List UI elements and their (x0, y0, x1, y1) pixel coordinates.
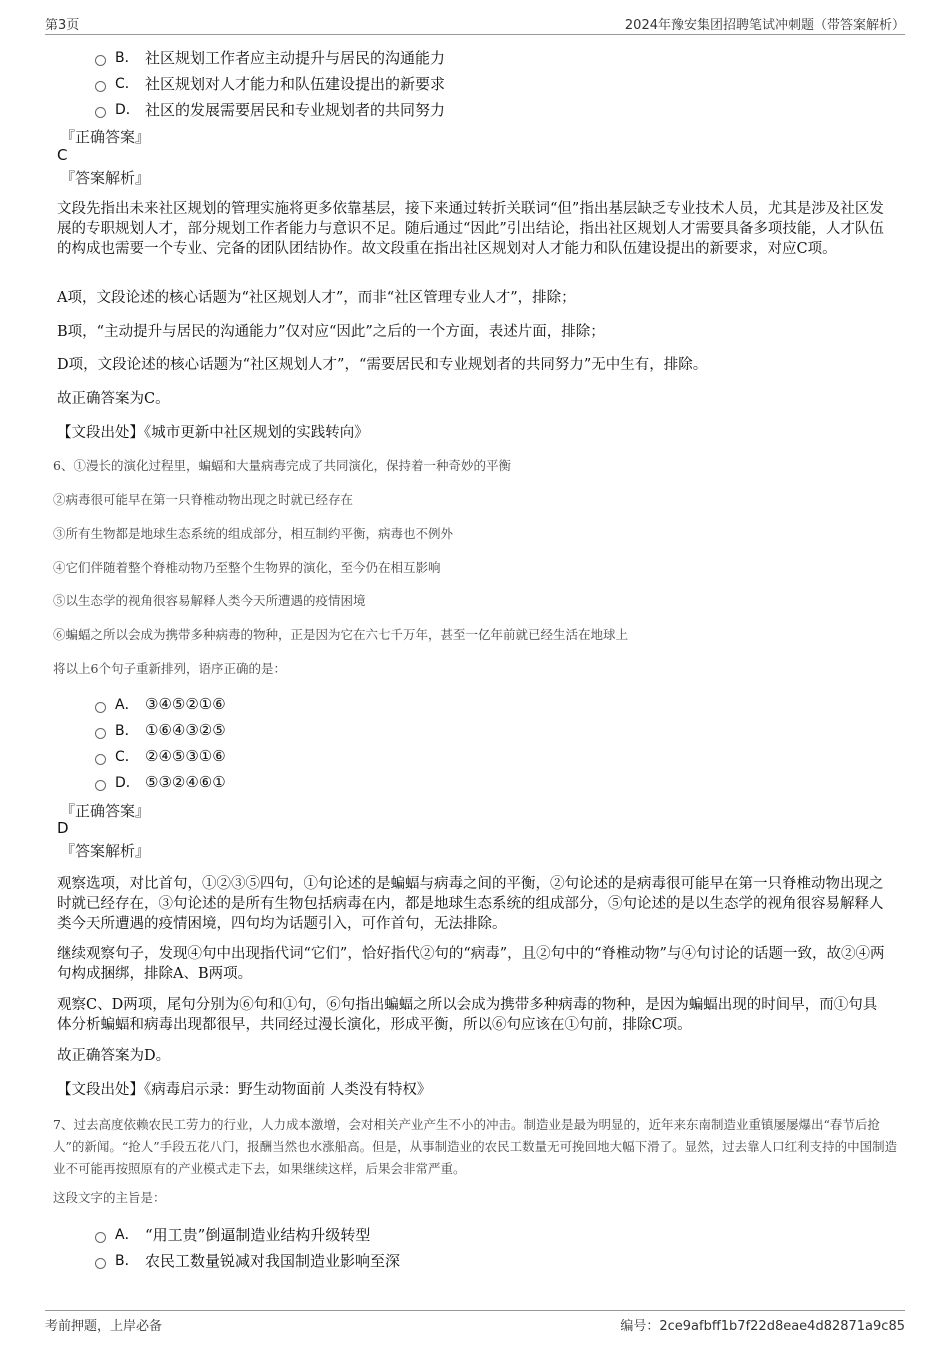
radio-icon[interactable] (95, 728, 106, 739)
q5-analysis-paragraph: B项，“主动提升与居民的沟通能力”仅对应“因此”之后的一个方面，表述片面，排除； (57, 324, 605, 340)
q6-sentence: ②病毒很可能早在第一只脊椎动物出现之时就已经存在 (53, 492, 354, 507)
option-text: ③④⑤②①⑥ (145, 695, 226, 713)
q6-analysis-paragraph: 故正确答案为D。 (57, 1048, 171, 1064)
q6-answer: D (57, 819, 69, 837)
q7-stem: 7、过去高度依赖农民工劳力的行业，人力成本激增，会对相关产业产生不小的冲击。制造业是最为明显的，近年来东南制造业重镇屡屡爆出“春节后抢人”的新闻。“抢人”手段五花八门，报酬当然也水涨船高。但是，从事制造业的农民工数量无可挽回地大幅下滑了。显然，过去靠人口红利支持的中国制造业不可能再按照原有的产业模式走下去，如果继续这样，后果会非常严重。 (53, 1117, 898, 1176)
q6-analysis-paragraph: 观察C、D两项，尾句分别为⑥句和①句，⑥句指出蝙蝠之所以会成为携带多种病毒的物种，是因为蝙蝠出现的时间早，而①句具体分析蝙蝠和病毒出现都很早，共同经过漫长演化，形成平衡，所以⑥句应该在①句前，排除C项。 (57, 997, 878, 1033)
option-letter: B． (115, 723, 139, 739)
radio-icon[interactable] (95, 702, 106, 713)
radio-icon[interactable] (95, 81, 106, 92)
q6-sentence: ③所有生物都是地球生态系统的组成部分，相互制约平衡，病毒也不例外 (53, 526, 454, 541)
q5-answer: C (57, 146, 68, 164)
radio-icon[interactable] (95, 55, 106, 66)
q6-source: 【文段出处】《病毒启示录：野生动物面前 人类没有特权》 (57, 1082, 432, 1098)
q6-prompt: 将以上6个句子重新排列，语序正确的是： (53, 661, 286, 676)
option-letter: D． (115, 775, 140, 791)
q5-analysis-paragraph: D项，文段论述的核心话题为“社区规划人才”，“需要居民和专业规划者的共同努力”无中生有，排除。 (57, 357, 708, 373)
q6-sentence: ⑤以生态学的视角很容易解释人类今天所遭遇的疫情困境 (53, 593, 366, 608)
option-letter: C． (115, 749, 139, 765)
q5-analysis-paragraph: A项，文段论述的核心话题为“社区规划人才”，而非“社区管理专业人才”，排除； (57, 290, 576, 306)
footer-slogan: 考前押题，上岸必备 (45, 1319, 163, 1334)
option-text: 社区规划对人才能力和队伍建设提出的新要求 (145, 74, 446, 93)
q6-sentence: ⑥蝙蝠之所以会成为携带多种病毒的物种，正是因为它在六七千万年，甚至一亿年前就已经生活在地球上 (53, 627, 629, 642)
option-text: ⑤③②④⑥① (145, 773, 226, 791)
option-letter: A． (115, 1227, 139, 1243)
q7-prompt: 这段文字的主旨是： (53, 1190, 166, 1205)
q6-answer-tag: 『正确答案』 (60, 802, 151, 820)
option-text: ②④⑤③①⑥ (145, 747, 226, 765)
option-text: 社区规划工作者应主动提升与居民的沟通能力 (145, 48, 446, 67)
page-number: 第3页 (45, 18, 80, 33)
option-text: 社区的发展需要居民和专业规划者的共同努力 (145, 100, 446, 119)
q6-analysis-paragraph: 观察选项，对比首句，①②③⑤四句，①句论述的是蝙蝠与病毒之间的平衡，②句论述的是病毒很可能早在第一只脊椎动物出现之时就已经存在，③句论述的是所有生物包括病毒在内，都是地球生态系统的组成部分，⑤句论述的是以生态学的视角很容易解释人类今天所遭遇的疫情困境，四句均为话题引入，可作首句，无法排除。 (57, 876, 884, 932)
radio-icon[interactable] (95, 754, 106, 765)
option-text: 农民工数量锐减对我国制造业影响至深 (145, 1251, 401, 1270)
q5-analysis-paragraph: 文段先指出未来社区规划的管理实施将更多依靠基层，接下来通过转折关联词“但”指出基层缺乏专业技术人员，尤其是涉及社区发展的专职规划人才，部分规划工作者能力与意识不足。随后通过“因此”引出结论，指出社区规划人才需要具备多项技能，人才队伍的构成也需要一个专业、完备的团队团结协作。故文段重在指出社区规划对人才能力和队伍建设提出的新要求，对应C项。 (57, 201, 884, 257)
q6-analysis-paragraph: 继续观察句子，发现④句中出现指代词“它们”，恰好指代②句的“病毒”，且②句中的“脊椎动物”与④句讨论的话题一致，故②④两句构成捆绑，排除A、B两项。 (57, 946, 885, 982)
radio-icon[interactable] (95, 107, 106, 118)
document-id: 编号：2ce9afbff1b7f22d8eae4d82871a9c85 (620, 1319, 905, 1334)
q5-source: 【文段出处】《城市更新中社区规划的实践转向》 (57, 425, 369, 441)
q5-analysis-tag: 『答案解析』 (60, 169, 151, 187)
q5-option-d[interactable] (95, 98, 445, 120)
option-text: “用工贵”倒逼制造业结构升级转型 (145, 1225, 371, 1244)
q5-option-b[interactable] (95, 46, 445, 68)
q6-sentence: 6、①漫长的演化过程里，蝙蝠和大量病毒完成了共同演化，保持着一种奇妙的平衡 (53, 458, 511, 473)
radio-icon[interactable] (95, 1258, 106, 1269)
q5-option-c[interactable] (95, 72, 445, 94)
radio-icon[interactable] (95, 1232, 106, 1243)
option-letter: A． (115, 697, 139, 713)
q6-option-a[interactable] (95, 693, 226, 715)
document-title: 2024年豫安集团招聘笔试冲刺题（带答案解析） (624, 18, 905, 33)
option-letter: C． (115, 76, 139, 92)
option-letter: D． (115, 102, 140, 118)
page-header (45, 10, 905, 35)
radio-icon[interactable] (95, 780, 106, 791)
option-text: ①⑥④③②⑤ (145, 721, 226, 739)
q7-option-a[interactable] (95, 1223, 370, 1245)
option-letter: B． (115, 1253, 139, 1269)
q7-option-b[interactable] (95, 1249, 400, 1271)
q6-analysis-tag: 『答案解析』 (60, 842, 151, 860)
q5-answer-tag: 『正确答案』 (60, 128, 151, 146)
q6-option-d[interactable] (95, 771, 226, 793)
q6-sentence: ④它们伴随着整个脊椎动物乃至整个生物界的演化，至今仍在相互影响 (53, 560, 441, 575)
q6-option-b[interactable] (95, 719, 226, 741)
q5-analysis-paragraph: 故正确答案为C。 (57, 391, 170, 407)
option-letter: B． (115, 50, 139, 66)
q6-option-c[interactable] (95, 745, 226, 767)
page-footer (45, 1310, 905, 1333)
